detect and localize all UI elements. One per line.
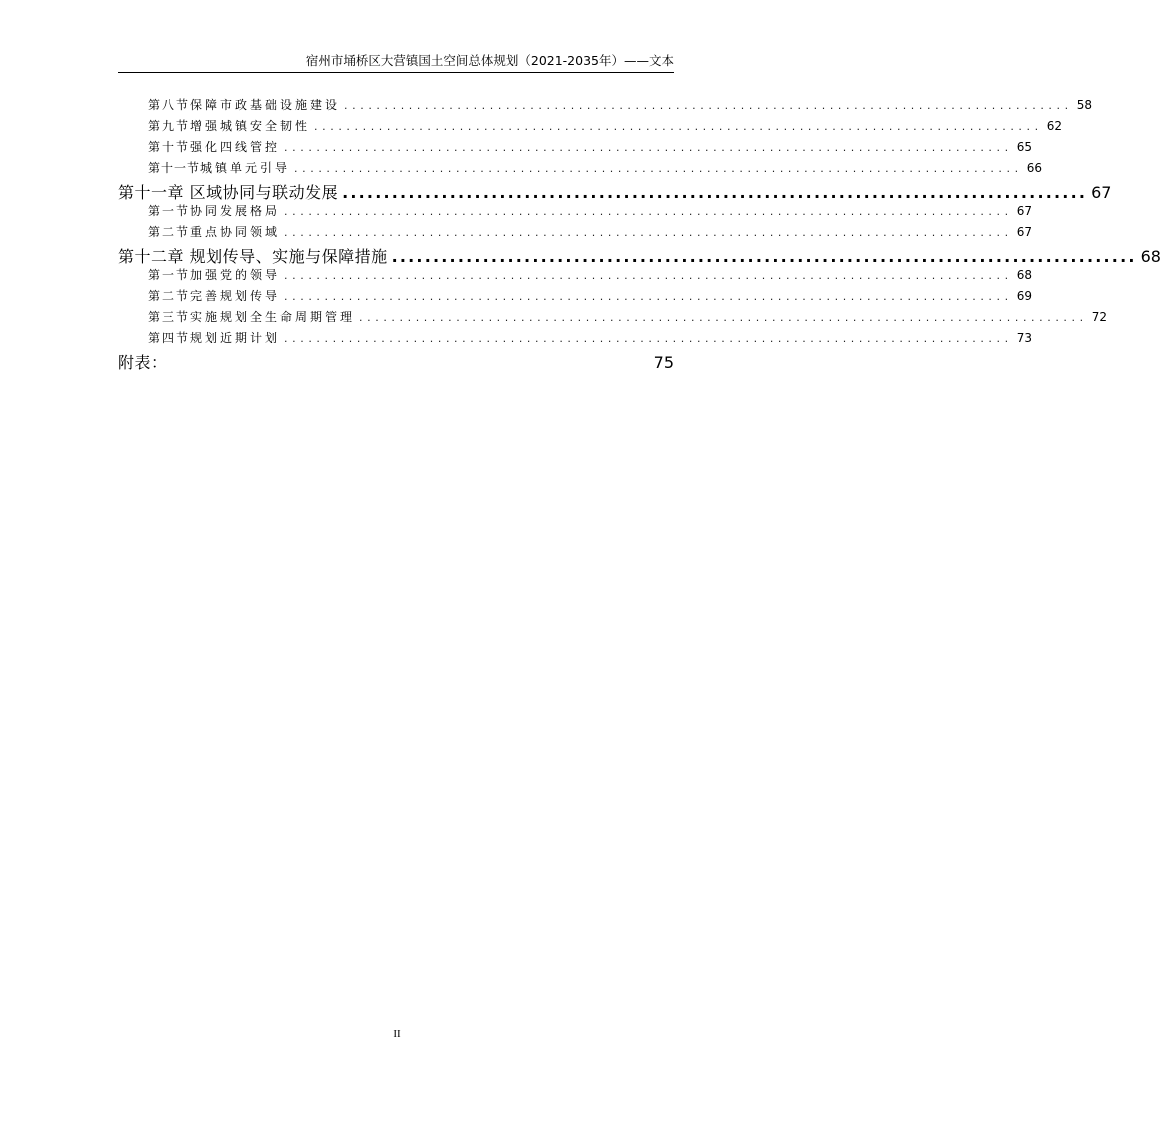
toc-entry[interactable]	[118, 96, 1093, 117]
toc-section-number: 第十一节	[148, 161, 201, 175]
toc-appendix-entry[interactable]	[118, 350, 674, 372]
dot-leader: ..........................................................................................	[284, 269, 1013, 282]
dot-leader: ..........................................................................................	[284, 290, 1013, 303]
toc-section-title: 协同发展格局	[190, 204, 281, 218]
dot-leader: ..........................................................................................	[284, 205, 1013, 218]
toc-page-number: 69	[1016, 289, 1033, 303]
toc-section-number: 第二节	[148, 225, 191, 239]
header-rule	[118, 72, 674, 73]
toc-section-number: 第一节	[148, 268, 191, 282]
toc-page-number: 62	[1046, 119, 1063, 133]
table-of-contents	[118, 96, 1161, 372]
toc-section-title: 强化四线管控	[190, 140, 281, 154]
toc-entry[interactable]	[118, 223, 1033, 244]
toc-section-number: 第三节	[148, 310, 191, 324]
toc-section-number: 第八节	[148, 98, 191, 112]
toc-entry[interactable]	[118, 159, 1043, 180]
toc-entry[interactable]	[118, 138, 1033, 159]
toc-section-title: 重点协同领域	[190, 225, 281, 239]
running-header: 宿州市埇桥区大营镇国土空间总体规划（2021-2035年）——文本	[305, 53, 674, 68]
toc-page-number: 68	[1140, 247, 1161, 266]
toc-entry[interactable]	[118, 287, 1033, 308]
toc-section-title: 加强党的领导	[190, 268, 281, 282]
toc-page-number: 75	[653, 353, 674, 372]
toc-section-number: 第九节	[148, 119, 191, 133]
dot-leader: ..........................................................................................	[314, 120, 1043, 133]
toc-appendix-title: 附表：	[118, 353, 168, 372]
toc-page-number: 67	[1016, 204, 1033, 218]
toc-section-number: 第一节	[148, 204, 191, 218]
dot-leader: ..........................................................................................	[294, 162, 1023, 175]
toc-section-title: 实施规划全生命周期管理	[190, 310, 356, 324]
toc-section-title: 城镇单元引导	[200, 161, 291, 175]
toc-page-number: 67	[1091, 183, 1112, 202]
dot-leader: ..........................................................................................	[284, 226, 1013, 239]
toc-section-title: 完善规划传导	[190, 289, 281, 303]
toc-section-title: 增强城镇安全韧性	[190, 119, 311, 133]
toc-page-number: 58	[1076, 98, 1093, 112]
dot-leader: ..........................................................................................	[342, 183, 1088, 202]
dot-leader: ..........................................................................................	[391, 247, 1137, 266]
toc-chapter-entry[interactable]	[118, 244, 1161, 266]
toc-page-number: 72	[1091, 310, 1108, 324]
toc-chapter-title: 第十二章 规划传导、实施与保障措施	[118, 247, 388, 266]
toc-chapter-title: 第十一章 区域协同与联动发展	[118, 183, 339, 202]
toc-entry[interactable]	[118, 117, 1063, 138]
toc-chapter-entry[interactable]	[118, 180, 1112, 202]
dot-leader: ..........................................................................................	[344, 99, 1073, 112]
toc-page-number: 73	[1016, 331, 1033, 345]
toc-page-number: 67	[1016, 225, 1033, 239]
toc-page-number: 68	[1016, 268, 1033, 282]
toc-section-number: 第二节	[148, 289, 191, 303]
toc-entry[interactable]	[118, 329, 1033, 350]
toc-page-number: 66	[1026, 161, 1043, 175]
toc-page-number: 65	[1016, 140, 1033, 154]
dot-leader: ..........................................................................................	[284, 332, 1013, 345]
toc-entry[interactable]	[118, 308, 1108, 329]
toc-section-title: 规划近期计划	[190, 331, 281, 345]
page-number-footer: II	[393, 1028, 401, 1040]
dot-leader: ..........................................................................................	[359, 311, 1088, 324]
toc-section-title: 保障市政基础设施建设	[190, 98, 341, 112]
toc-entry[interactable]	[118, 202, 1033, 223]
toc-entry[interactable]	[118, 266, 1033, 287]
dot-leader: ..........................................................................................	[284, 141, 1013, 154]
toc-section-number: 第四节	[148, 331, 191, 345]
toc-section-number: 第十节	[148, 140, 191, 154]
